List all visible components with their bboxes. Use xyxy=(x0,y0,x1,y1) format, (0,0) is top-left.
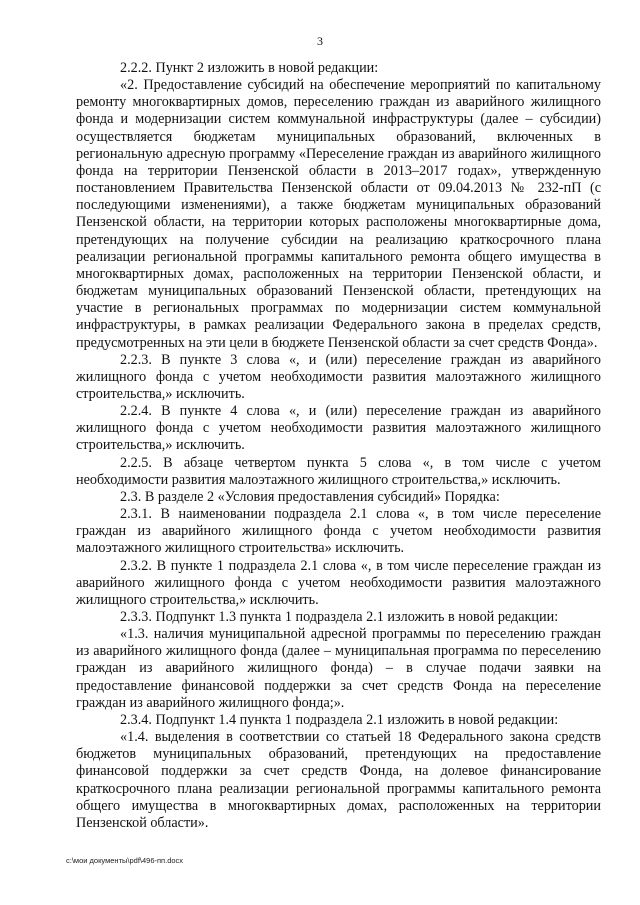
paragraph-2-3-3: 2.3.3. Подпункт 1.3 пункта 1 подраздела 2.1 изложить в новой редакции: xyxy=(120,609,559,625)
paragraph-2-2-2: 2.2.2. Пункт 2 изложить в новой редакции: xyxy=(120,60,379,76)
paragraph-quote-2: «2. Предоставление субсидий на обеспечение мероприятий по капитальному ремонту многоквартирных домов, переселению граждан из аварийного жилищного фонда и модернизации систем коммунальной инфраструктуры (далее – субсидии) осуществляется бюджетам муниципальных образований, включенных в региональную адресную программу «Переселение граждан из аварийного жилищного фонда на территории Пензенской области в 2013–2017 годах», утвержденную постановлением Правительства Пензенской области от 09.04.2013 № 232-пП (с последующими изменениями), а также бюджетам муниципальных образований Пензенской области, на территории которых расположены многоквартирные дома, претендующих на получение субсидии на реализацию краткосрочного плана реализации региональной программы капитального ремонта общего имущества в многоквартирных домах, расположенных на территории Пензенской области, и бюджетам муниципальных образований Пензенской области, претендующих на участие в региональных программах по модернизации систем коммунальной инфраструктуры, в рамках реализации Федерального закона в пределах средств, предусмотренных на эти цели в бюджете Пензенской области за счет средств Фонда». xyxy=(76,77,601,351)
paragraph-2-3-1: 2.3.1. В наименовании подраздела 2.1 слова «, в том числе переселение граждан из аварийного жилищного фонда с учетом необходимости развития малоэтажного жилищного строительства» исключить. xyxy=(76,506,601,557)
footer-file-path: c:\мои документы\pdf\496-пп.docx xyxy=(66,856,184,865)
paragraph-2-3: 2.3. В разделе 2 «Условия предоставления субсидий» Порядка: xyxy=(120,488,500,505)
paragraph-2-3-4: 2.3.4. Подпункт 1.4 пункта 1 подраздела 2.1 изложить в новой редакции: xyxy=(120,711,559,728)
paragraph-quote-1-3: «1.3. наличия муниципальной адресной программы по переселению граждан из аварийного жилищного фонда (далее – муниципальная программа по переселению граждан из аварийного жилищного фонда) – в случае подачи заявки на предоставление финансовой поддержки за счет средств Фонда на переселение граждан из аварийного жилищного фонда;». xyxy=(76,626,601,711)
document-body xyxy=(76,60,601,832)
paragraph-quote-1-4: «1.4. выделения в соответствии со статьей 18 Федерального закона средств бюджетов муниципальных образований, претендующих на предоставление финансовой поддержки за счет средств Фонда, на долевое финансирование краткосрочного плана реализации региональной программы капитального ремонта общего имущества в многоквартирных домах, расположенных на территории Пензенской области». xyxy=(76,729,601,831)
paragraph-2-3-2: 2.3.2. В пункте 1 подраздела 2.1 слова «, в том числе переселение граждан из аварийного жилищного фонда с учетом необходимости развития малоэтажного жилищного строительства,» исключить. xyxy=(76,557,601,608)
page-number: 3 xyxy=(317,34,323,48)
paragraph-2-2-3: 2.2.3. В пункте 3 слова «, и (или) переселение граждан из аварийного жилищного фонда с учетом необходимости развития малоэтажного жилищного строительства,» исключить. xyxy=(76,351,601,402)
paragraph-2-2-5: 2.2.5. В абзаце четвертом пункта 5 слова «, в том числе с учетом необходимости развития малоэтажного жилищного строительства,» исключить. xyxy=(76,454,601,488)
paragraph-2-2-4: 2.2.4. В пункте 4 слова «, и (или) переселение граждан из аварийного жилищного фонда с учетом необходимости развития малоэтажного жилищного строительства,» исключить. xyxy=(76,403,601,454)
